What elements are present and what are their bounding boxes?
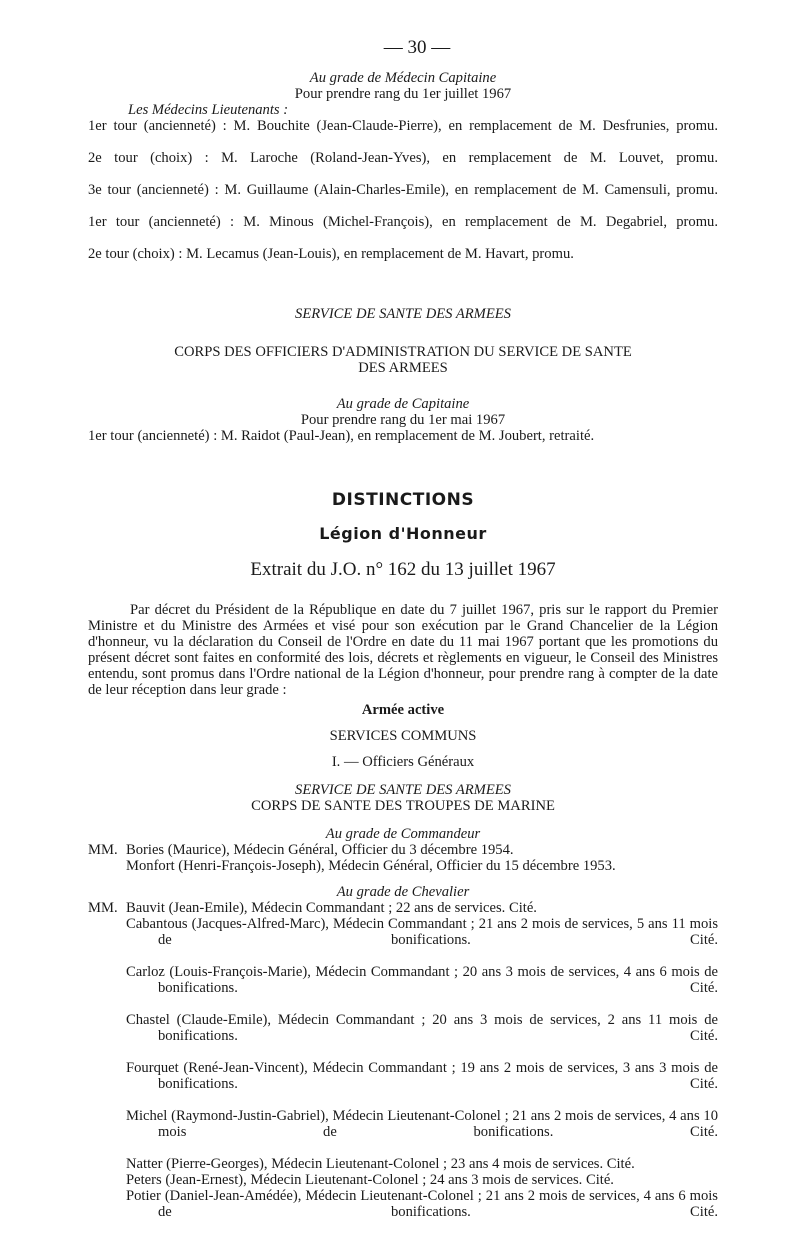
promotion-entry: 1er tour (ancienneté) : M. Bouchite (Jean-Claude-Pierre), en remplacement de M. Desfrunies, promu. <box>88 118 718 134</box>
list-item <box>88 900 718 916</box>
recipient-entry: Carloz (Louis-François-Marie), Médecin Commandant ; 20 ans 3 mois de services, 4 ans 6 mois de bonifications. Cité. <box>126 964 718 996</box>
corps-heading-continued: DES ARMEES <box>358 360 448 376</box>
service-heading: SERVICE DE SANTE DES ARMEES <box>295 782 511 798</box>
document-page <box>88 37 718 1236</box>
rang-line: Pour prendre rang du 1er juillet 1967 <box>294 86 512 102</box>
extrait-line: Extrait du J.O. n° 162 du 13 juillet 1967 <box>250 559 556 580</box>
recipient-entry: Chastel (Claude-Emile), Médecin Commandant ; 20 ans 3 mois de services, 2 ans 11 mois de bonifications. Cité. <box>126 1012 718 1044</box>
chevalier-list <box>88 900 718 1236</box>
corps-heading: CORPS DES OFFICIERS D'ADMINISTRATION DU SERVICE DE SANTE <box>174 344 632 360</box>
chevalier-heading: Au grade de Chevalier <box>336 884 470 900</box>
promotion-entry: 2e tour (choix) : M. Laroche (Roland-Jean-Yves), en remplacement de M. Louvet, promu. <box>88 150 718 166</box>
recipient-entry: Fourquet (René-Jean-Vincent), Médecin Commandant ; 19 ans 2 mois de services, 3 ans 3 mois de bonifications. Cité. <box>126 1060 718 1092</box>
services-heading: SERVICES COMMUNS <box>329 728 477 744</box>
promotion-entry: 1er tour (ancienneté) : M. Raidot (Paul-Jean), en remplacement de M. Joubert, retraité. <box>88 428 595 444</box>
commandeur-heading: Au grade de Commandeur <box>325 826 481 842</box>
recipient-entry: Michel (Raymond-Justin-Gabriel), Médecin Lieutenant-Colonel ; 21 ans 2 mois de services, 4 ans 10 mois de bonifications. Cité. <box>126 1108 718 1140</box>
recipient-entry: Cabantous (Jacques-Alfred-Marc), Médecin Commandant ; 21 ans 2 mois de services, 5 ans 11 mois de bonifications. Cité. <box>126 916 718 948</box>
commandeur-list <box>88 842 718 874</box>
armee-heading: Armée active <box>361 702 445 718</box>
rang-line: Pour prendre rang du 1er mai 1967 <box>300 412 506 428</box>
legion-subtitle: Légion d'Honneur <box>319 524 487 543</box>
page-number: — 30 — <box>383 37 451 58</box>
mm-prefix: MM. <box>88 900 118 916</box>
distinctions-title: DISTINCTIONS <box>331 490 475 510</box>
recipient-entry: Bauvit (Jean-Emile), Médecin Commandant ; 22 ans de services. Cité. <box>126 900 537 916</box>
group-label: Les Médecins Lieutenants : <box>128 102 289 118</box>
list-item <box>88 858 718 874</box>
recipient-entry: Natter (Pierre-Georges), Médecin Lieutenant-Colonel ; 23 ans 4 mois de services. Cité. <box>126 1156 635 1172</box>
promotion-entry: 2e tour (choix) : M. Lecamus (Jean-Louis), en remplacement de M. Havart, promu. <box>88 246 574 262</box>
corps-heading: CORPS DE SANTE DES TROUPES DE MARINE <box>251 798 555 814</box>
recipient-entry: Potier (Daniel-Jean-Amédée), Médecin Lieutenant-Colonel ; 21 ans 2 mois de services, 4 ans 6 mois de bonifications. Cité. <box>126 1188 718 1220</box>
promotion-entry: 1er tour (ancienneté) : M. Minous (Michel-François), en remplacement de M. Degabriel, promu. <box>88 214 718 230</box>
decree-paragraph: Par décret du Président de la République en date du 7 juillet 1967, pris sur le rapport du Premier Ministre et du Ministre des Armées et visé pour son exécution par le Grand Chancelier de la Légion d'honneur, vu la déclaration du Conseil de l'Ordre en date du 11 mai 1967 portant que les promotions du présent décret sont faites en conformité des lois, décrets et règlements en vigueur, le Conseil des Ministres entendu, sont promus dans l'Ordre national de la Légion d'honneur, pour prendre rang à compter de la date de leur réception dans leur grade : <box>88 602 718 698</box>
recipient-entry: Monfort (Henri-François-Joseph), Médecin Général, Officier du 15 décembre 1953. <box>126 858 616 874</box>
recipient-entry: Bories (Maurice), Médecin Général, Officier du 3 décembre 1954. <box>126 842 514 858</box>
promotion-entry: 3e tour (ancienneté) : M. Guillaume (Alain-Charles-Emile), en remplacement de M. Camensuli, promu. <box>88 182 718 198</box>
grade-heading: Au grade de Médecin Capitaine <box>309 70 497 86</box>
list-item <box>88 842 718 858</box>
grade-heading: Au grade de Capitaine <box>336 396 470 412</box>
officiers-heading: I. — Officiers Généraux <box>331 754 475 770</box>
mm-prefix: MM. <box>88 842 118 858</box>
recipient-entry: Peters (Jean-Ernest), Médecin Lieutenant-Colonel ; 24 ans 3 mois de services. Cité. <box>126 1172 614 1188</box>
service-heading: SERVICE DE SANTE DES ARMEES <box>295 306 511 322</box>
